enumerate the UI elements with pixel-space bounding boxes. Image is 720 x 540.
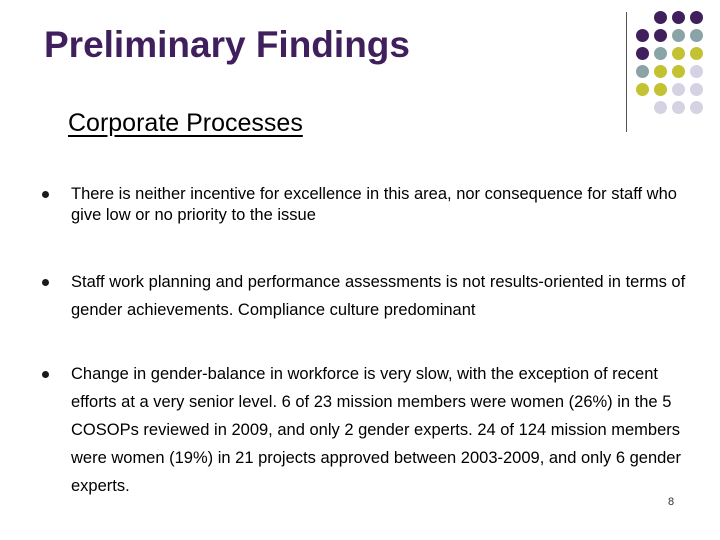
decorative-dot	[636, 83, 649, 96]
decorative-dot	[654, 29, 667, 42]
decorative-dot	[654, 47, 667, 60]
decorative-dot-grid	[636, 11, 720, 121]
decorative-dot	[654, 83, 667, 96]
decorative-dot	[654, 101, 667, 114]
divider-line	[626, 12, 627, 132]
decorative-dot	[672, 83, 685, 96]
decorative-dot	[636, 47, 649, 60]
decorative-dot	[690, 101, 703, 114]
decorative-dot	[672, 101, 685, 114]
decorative-dot	[636, 65, 649, 78]
bullet-text: There is neither incentive for excellence in this area, nor consequence for staff who give low or no priority to the issue	[71, 185, 677, 224]
decorative-dot	[672, 11, 685, 24]
bullet-dot-icon	[42, 279, 49, 286]
decorative-dot	[672, 47, 685, 60]
decorative-dot	[690, 47, 703, 60]
slide-subtitle: Corporate Processes	[68, 109, 303, 137]
page-number: 8	[668, 496, 675, 508]
decorative-dot	[690, 83, 703, 96]
bullet-dot-icon	[42, 191, 49, 198]
bullet-dot-icon	[42, 371, 49, 378]
decorative-dot	[690, 11, 703, 24]
bullet-text: Change in gender-balance in workforce is very slow, with the exception of recent efforts at a very senior level. 6 of 23 mission members were women (26%) in the 5 COSOPs reviewed in 2009, and only 2 gender experts. 24 of 124 mission members were women (19%) in 21 projects approved between 2003-2009, and only 6 gender experts.	[71, 365, 681, 495]
decorative-dot	[636, 29, 649, 42]
decorative-dot	[654, 65, 667, 78]
decorative-dot	[690, 65, 703, 78]
decorative-dot	[654, 11, 667, 24]
bullet-text: Staff work planning and performance assessments is not results-oriented in terms of gender achievements. Compliance culture predominant	[71, 273, 686, 319]
decorative-dot	[672, 65, 685, 78]
slide-title: Preliminary Findings	[44, 24, 410, 65]
decorative-dot	[690, 29, 703, 42]
decorative-dot	[672, 29, 685, 42]
